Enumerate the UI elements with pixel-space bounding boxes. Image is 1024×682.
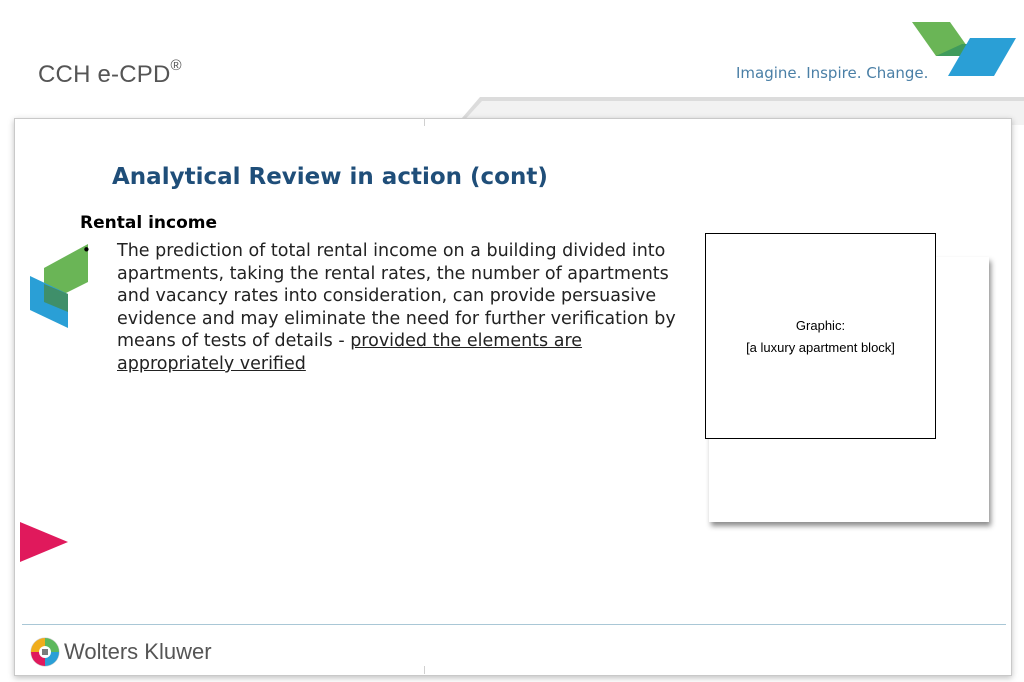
graphic-label: Graphic: (795, 318, 846, 333)
wolters-kluwer-globe-icon (30, 637, 60, 667)
tagline: Imagine. Inspire. Change. (736, 64, 929, 82)
brand-title (38, 57, 182, 89)
graphic-placeholder (705, 233, 936, 439)
bullet-text-underlined: provided the elements are appropriately verified (117, 331, 583, 374)
frame-divider (424, 118, 425, 126)
bullet-text-plain: The prediction of total rental income on a building divided into apartments, taking the rental rates, the number of apartments and vacancy rates into consideration, can provide persuasive evidence and may eliminate the need for further verification by means of tests of details - (117, 241, 676, 352)
footer-tick (424, 666, 425, 674)
pink-arrow-icon (20, 520, 70, 564)
slide-title: Analytical Review in action (cont) (112, 164, 548, 190)
bullet-marker: • (82, 241, 91, 259)
tagline-logo-icon (912, 18, 1022, 88)
graphic-description: [a luxury apartment block] (746, 340, 895, 355)
section-subtitle: Rental income (80, 213, 217, 233)
green-blue-accent-icon (28, 236, 90, 332)
registered-mark: ® (170, 57, 182, 74)
bullet-paragraph (117, 240, 703, 376)
brand-name: CCH e-CPD (38, 61, 171, 88)
footer-divider-line (22, 624, 1006, 625)
footer-company-name: Wolters Kluwer (64, 639, 212, 664)
